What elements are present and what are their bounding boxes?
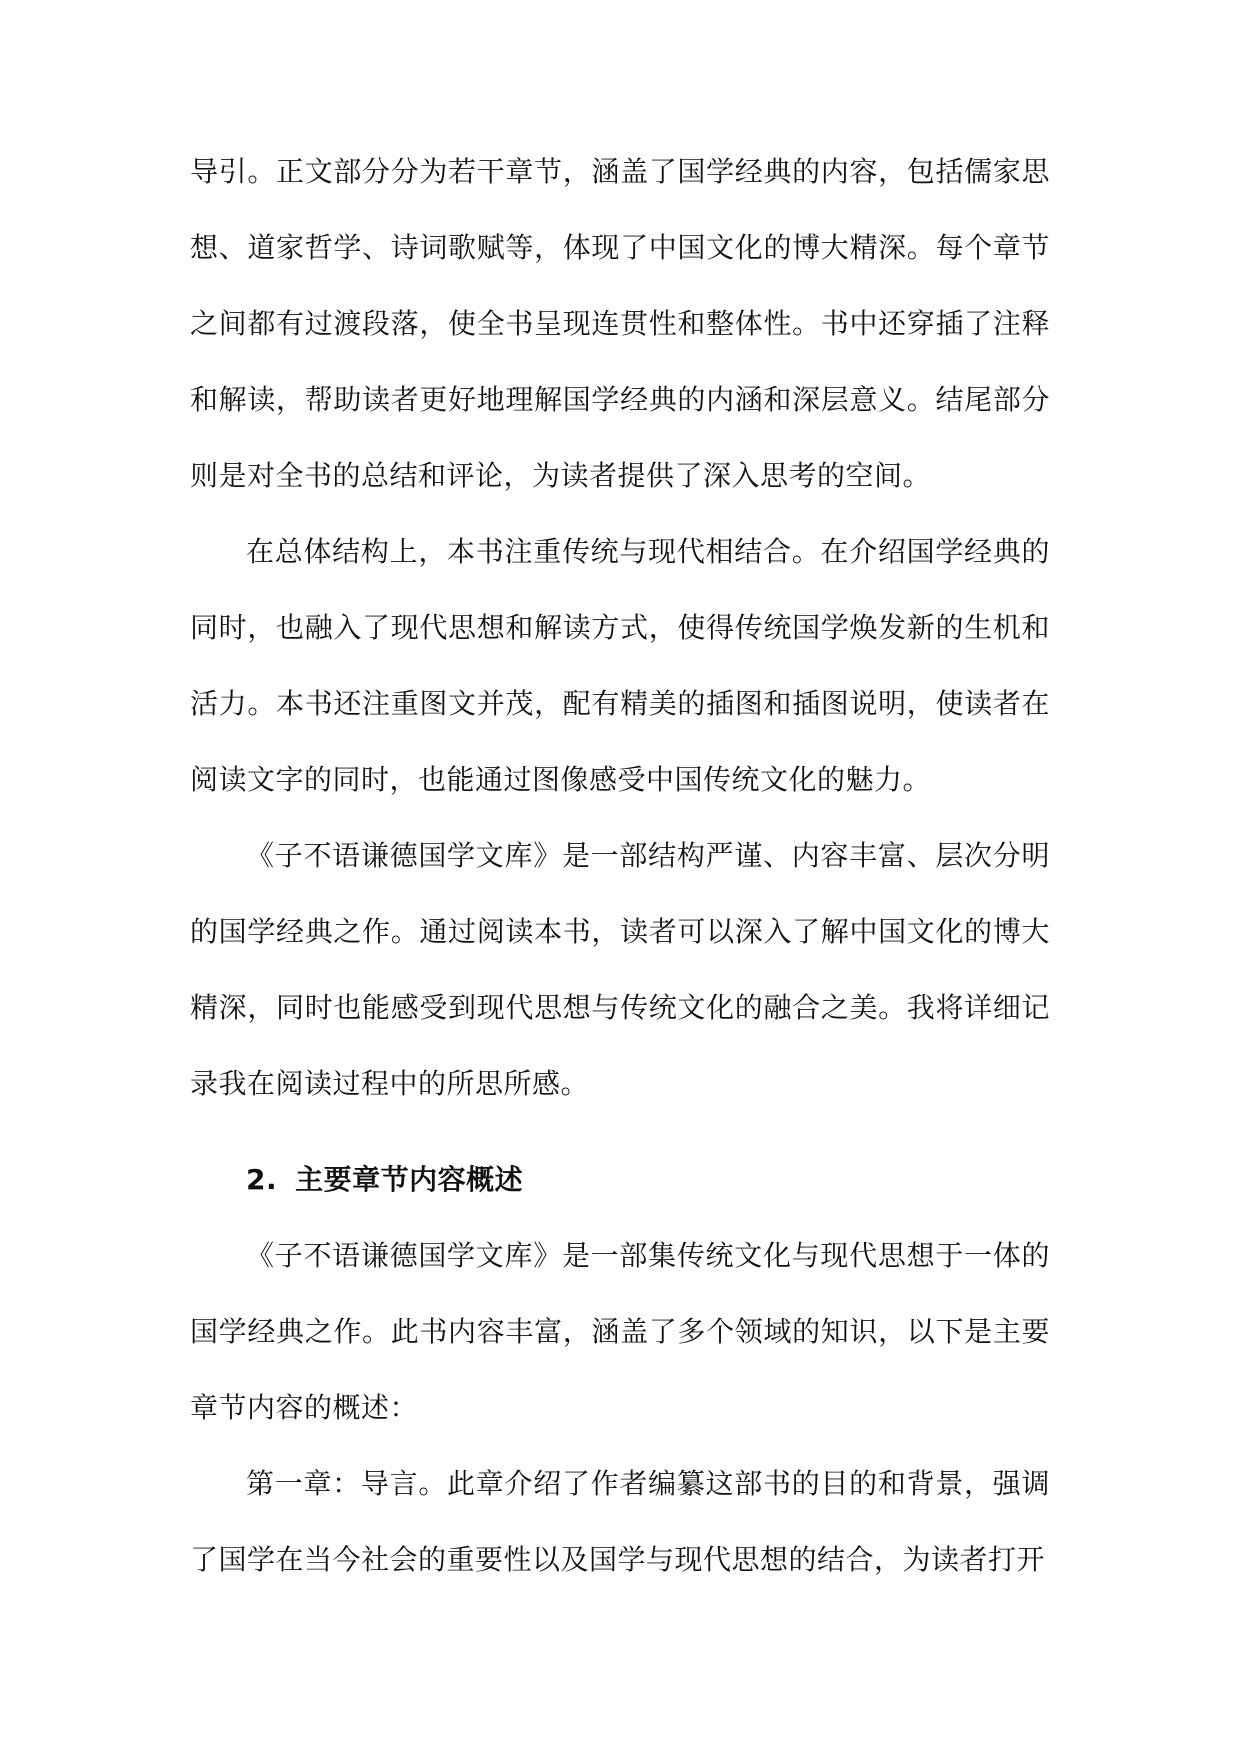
paragraph-overall-structure: 在总体结构上，本书注重传统与现代相结合。在介绍国学经典的同时，也融入了现代思想和解读方式，使得传统国学焕发新的生机和活力。本书还注重图文并茂，配有精美的插图和插图说明，使读者在阅读文字的同时，也能通过图像感受中国传统文化的魅力。	[190, 535, 1050, 796]
paragraph-continued: 导引。正文部分分为若干章节，涵盖了国学经典的内容，包括儒家思想、道家哲学、诗词歌赋等，体现了中国文化的博大精深。每个章节之间都有过渡段落，使全书呈现连贯性和整体性。书中还穿插了注释和解读，帮助读者更好地理解国学经典的内涵和深层意义。结尾部分则是对全书的总结和评论，为读者提供了深入思考的空间。	[190, 155, 1050, 492]
paragraph-chapter-overview-intro: 《子不语谦德国学文库》是一部集传统文化与现代思想于一体的国学经典之作。此书内容丰富，涵盖了多个领域的知识，以下是主要章节内容的概述：	[190, 1239, 1050, 1424]
section-number: 2.	[246, 1163, 278, 1196]
paragraph-chapter-one: 第一章：导言。此章介绍了作者编纂这部书的目的和背景，强调了国学在当今社会的重要性以及国学与现代思想的结合，为读者打开	[190, 1467, 1050, 1576]
section-title: 主要章节内容概述	[295, 1163, 524, 1196]
section-heading	[190, 1142, 1050, 1218]
document-body	[190, 134, 1050, 1598]
paragraph-summary: 《子不语谦德国学文库》是一部结构严谨、内容丰富、层次分明的国学经典之作。通过阅读本书，读者可以深入了解中国文化的博大精深，同时也能感受到现代思想与传统文化的融合之美。我将详细记录我在阅读过程中的所思所感。	[190, 839, 1050, 1100]
